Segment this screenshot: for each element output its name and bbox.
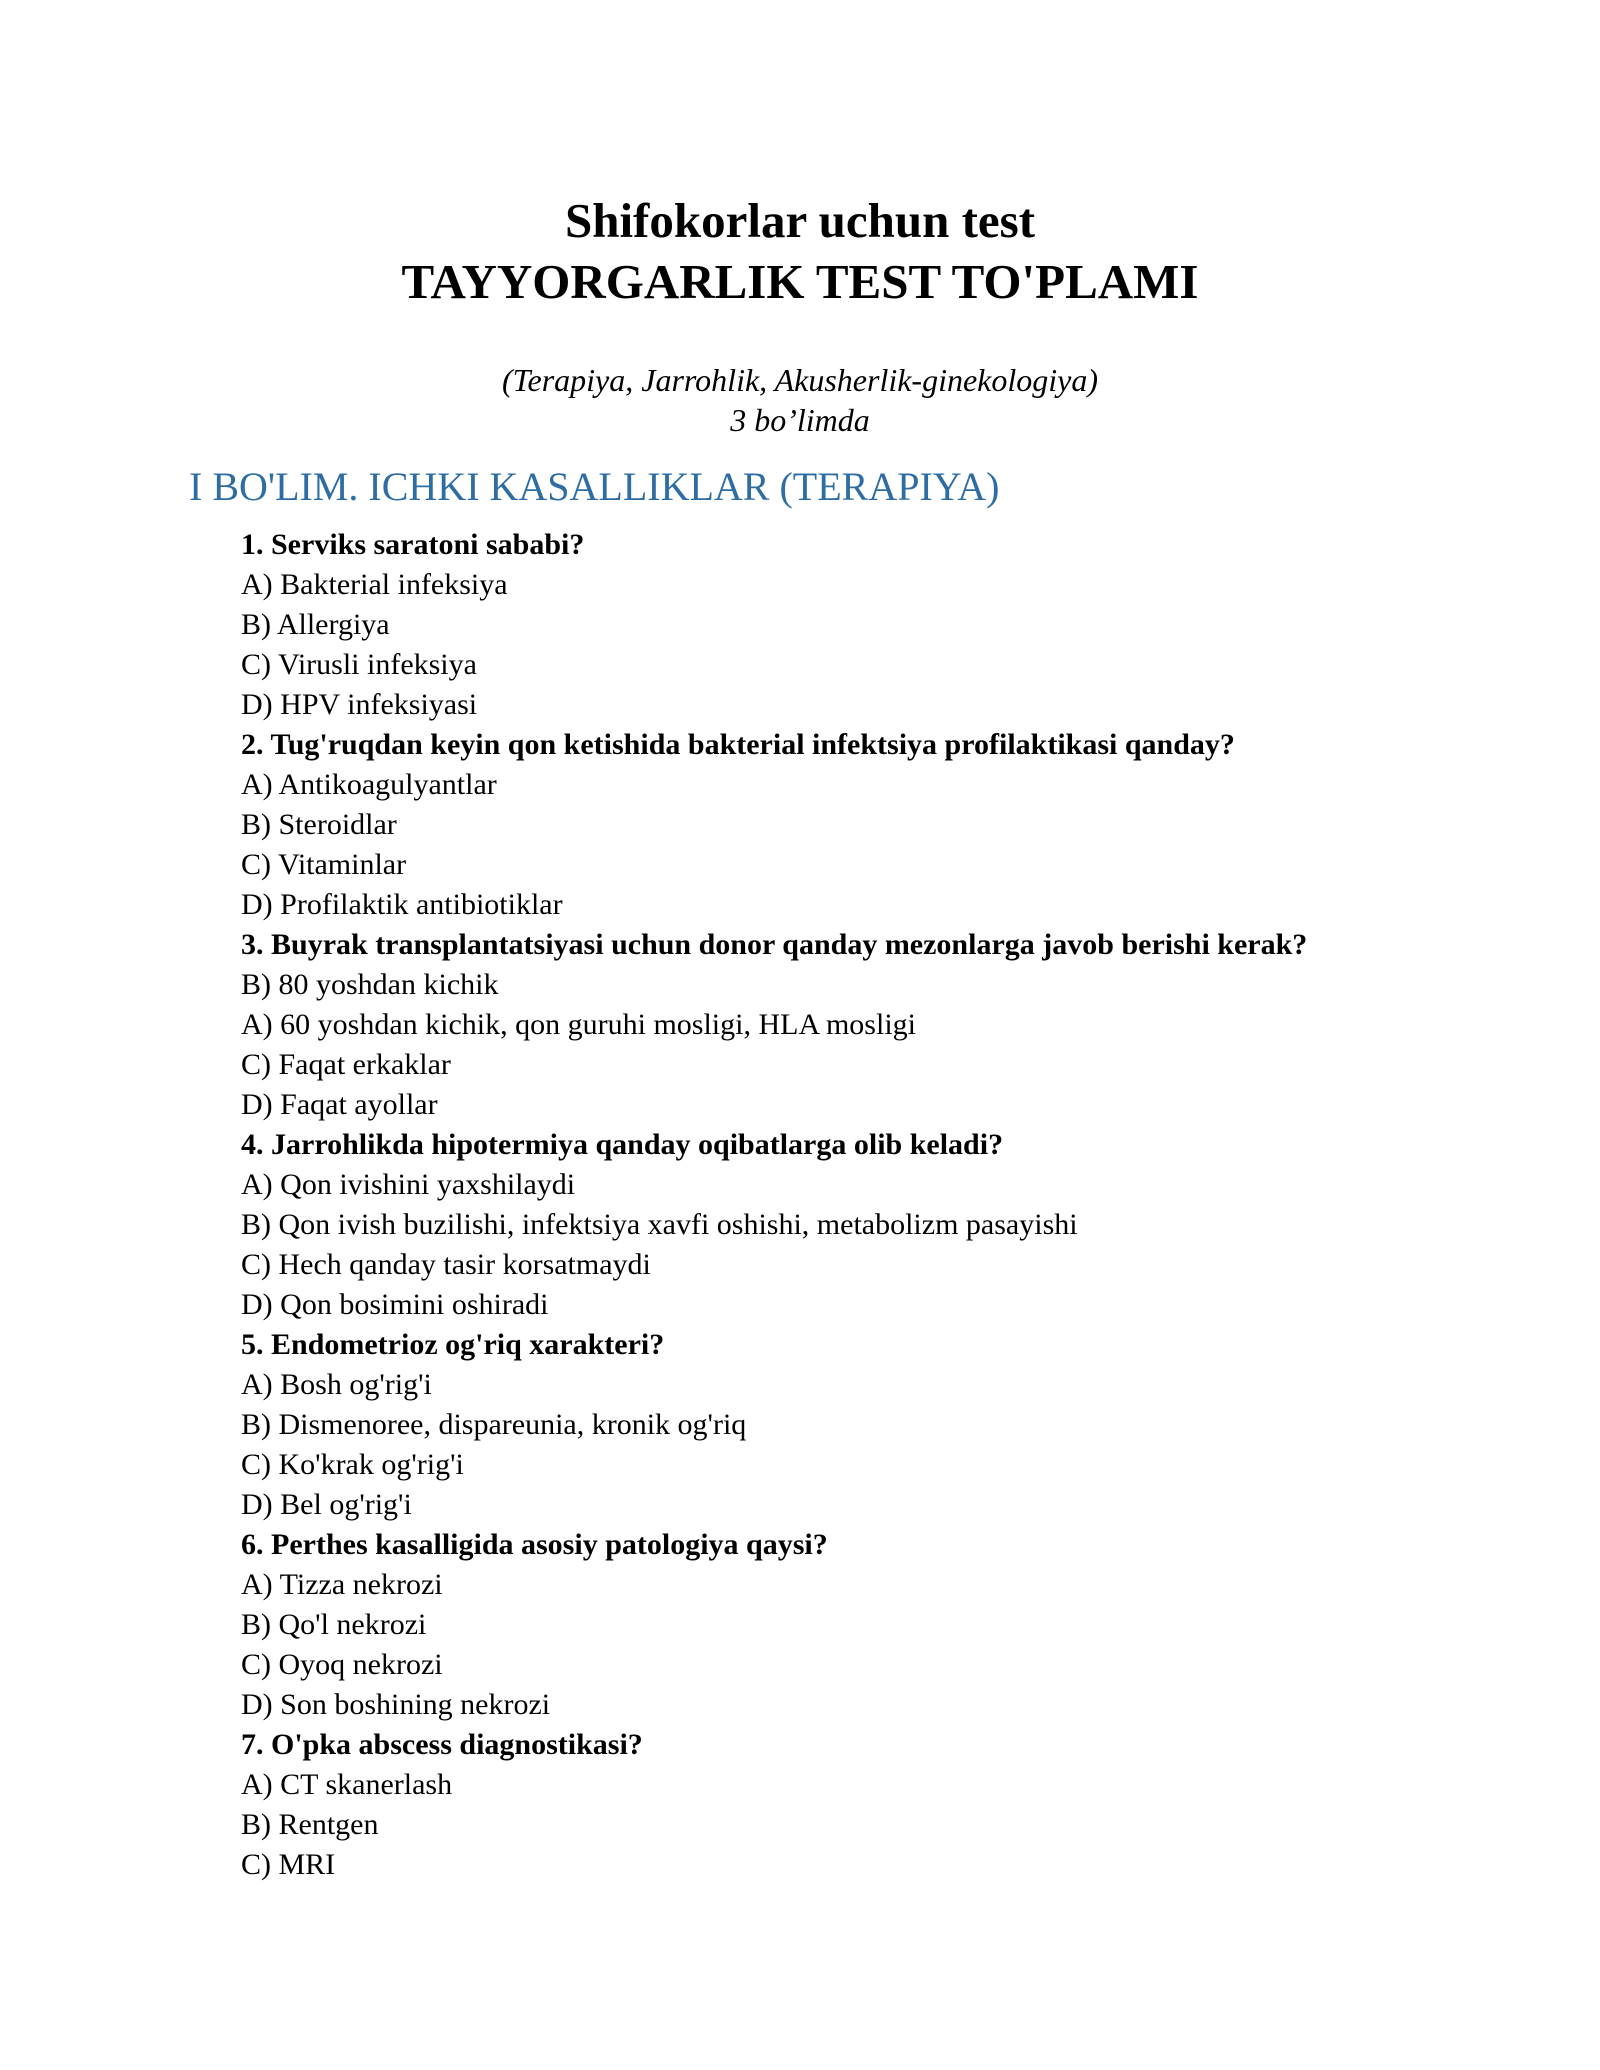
question-block	[241, 1525, 1491, 1725]
answer-option: B) Rentgen	[241, 1808, 379, 1841]
answer-option: A) Antikoagulyantlar	[241, 768, 497, 801]
answer-option: C) Faqat erkaklar	[241, 1048, 451, 1081]
answer-option: D) Son boshining nekrozi	[241, 1688, 551, 1721]
question-text: 4. Jarrohlikda hipotermiya qanday oqibatlarga olib keladi?	[241, 1128, 1004, 1161]
question-text: 5. Endometrioz og'riq xarakteri?	[241, 1328, 665, 1361]
answer-option: A) CT skanerlash	[241, 1768, 453, 1801]
answer-option: D) Faqat ayollar	[241, 1088, 438, 1121]
answer-option: B) Allergiya	[241, 608, 390, 641]
question-text: 2. Tug'ruqdan keyin qon ketishida bakterial infektsiya profilaktikasi qanday?	[241, 728, 1235, 761]
answer-option: D) Bel og'rig'i	[241, 1488, 412, 1521]
answer-option: B) 80 yoshdan kichik	[241, 968, 499, 1001]
answer-option: A) Bosh og'rig'i	[241, 1368, 432, 1401]
subtitle-line-1: (Terapiya, Jarrohlik, Akusherlik-ginekologiya)	[501, 362, 1099, 398]
title-line-1: Shifokorlar uchun test	[564, 193, 1036, 248]
question-block	[241, 925, 1491, 1125]
answer-option: B) Qo'l nekrozi	[241, 1608, 427, 1641]
answer-option: A) Bakterial infeksiya	[241, 568, 508, 601]
question-block	[241, 725, 1491, 925]
section-heading: I BO'LIM. ICHKI KASALLIKLAR (TERAPIYA)	[189, 464, 1000, 509]
title-line-2: TAYYORGARLIK TEST TO'PLAMI	[401, 254, 1199, 309]
question-list	[241, 525, 1491, 1885]
answer-option: A) 60 yoshdan kichik, qon guruhi mosligi, HLA mosligi	[241, 1008, 916, 1041]
answer-option: C) MRI	[241, 1848, 336, 1881]
question-text: 6. Perthes kasalligida asosiy patologiya qaysi?	[241, 1528, 828, 1561]
question-text: 7. O'pka abscess diagnostikasi?	[241, 1728, 643, 1761]
answer-option: C) Oyoq nekrozi	[241, 1648, 443, 1681]
question-block	[241, 1725, 1491, 1885]
question-text: 1. Serviks saratoni sababi?	[241, 528, 585, 561]
document-title	[0, 190, 1600, 312]
answer-option: A) Tizza nekrozi	[241, 1568, 443, 1601]
question-block	[241, 1325, 1491, 1525]
answer-option: B) Qon ivish buzilishi, infektsiya xavfi oshishi, metabolizm pasayishi	[241, 1208, 1078, 1241]
answer-option: D) Qon bosimini oshiradi	[241, 1288, 549, 1321]
answer-option: B) Dismenoree, dispareunia, kronik og'riq	[241, 1408, 747, 1441]
answer-option: B) Steroidlar	[241, 808, 397, 841]
document-subtitle	[0, 360, 1600, 440]
question-block	[241, 1125, 1491, 1325]
answer-option: C) Virusli infeksiya	[241, 648, 477, 681]
answer-option: C) Hech qanday tasir korsatmaydi	[241, 1248, 651, 1281]
answer-option: D) Profilaktik antibiotiklar	[241, 888, 563, 921]
answer-option: A) Qon ivishini yaxshilaydi	[241, 1168, 576, 1201]
answer-option: C) Ko'krak og'rig'i	[241, 1448, 464, 1481]
answer-option: D) HPV infeksiyasi	[241, 688, 478, 721]
question-block	[241, 525, 1491, 725]
question-text: 3. Buyrak transplantatsiyasi uchun donor qanday mezonlarga javob berishi kerak?	[241, 928, 1308, 961]
subtitle-line-2: 3 bo’limda	[730, 402, 870, 438]
answer-option: C) Vitaminlar	[241, 848, 407, 881]
